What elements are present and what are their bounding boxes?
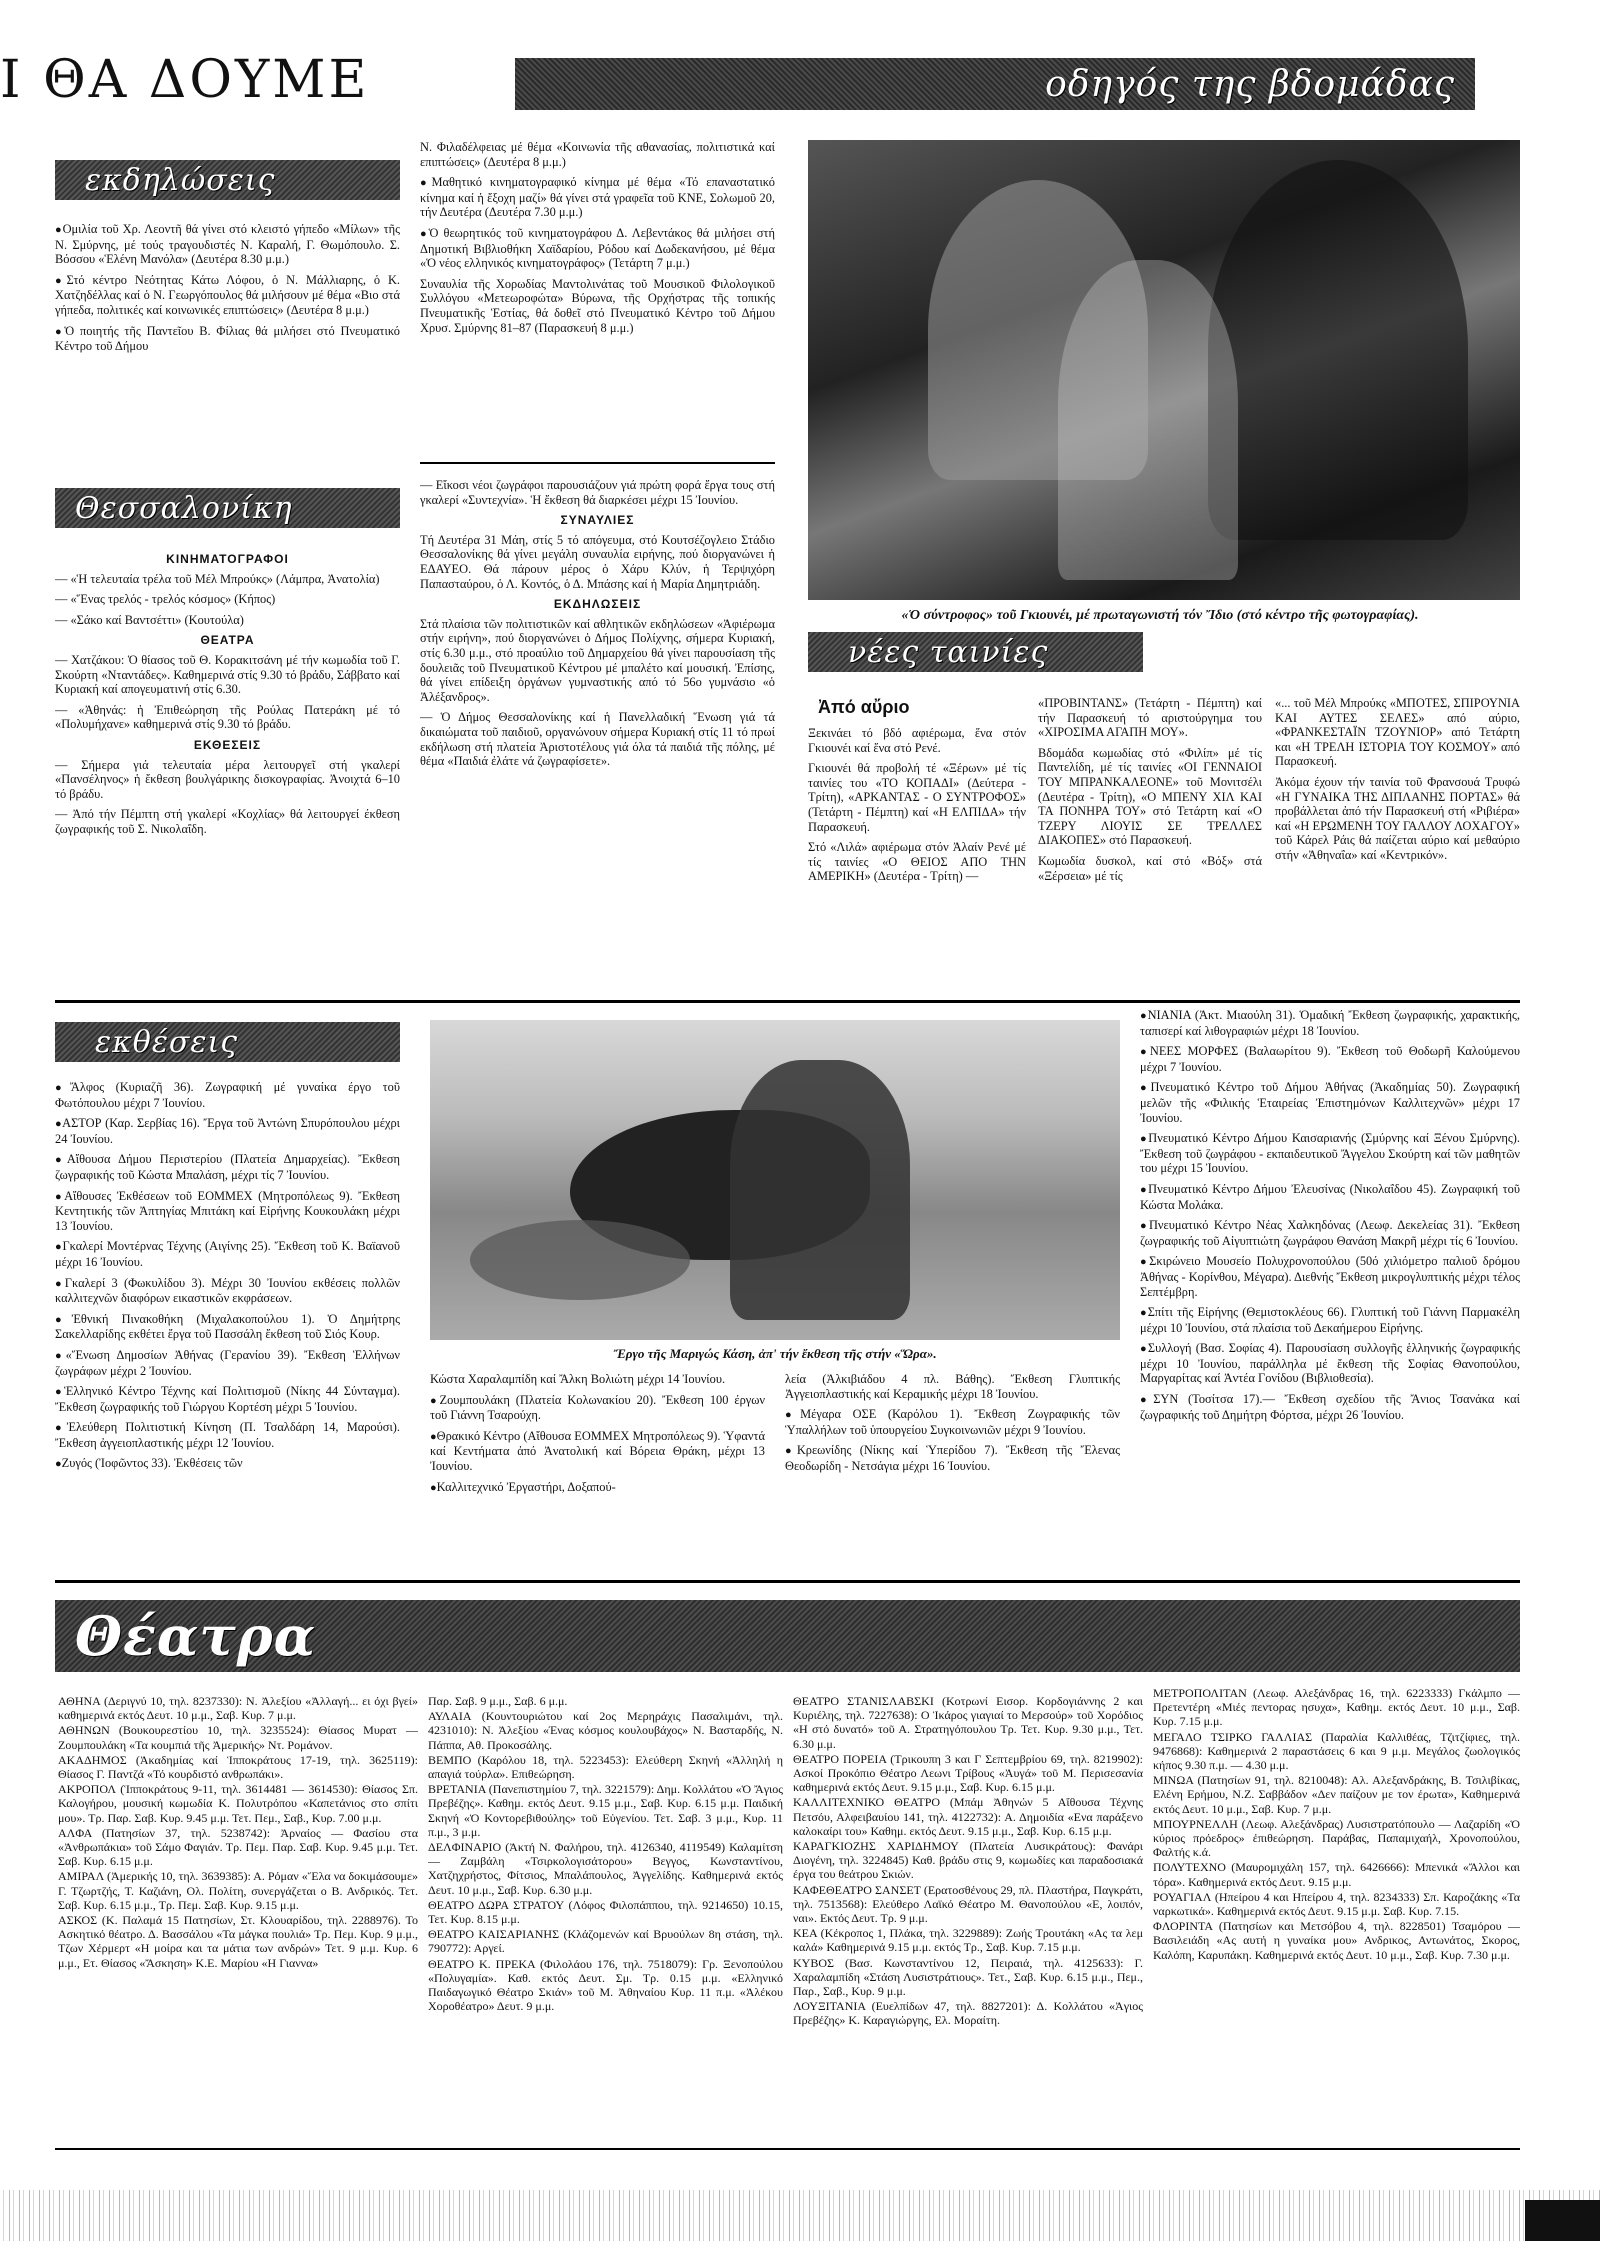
exhibition-item: ● Ζυγός (Ἰοφῶντος 33). Ἐκθέσεις τῶν (55, 1456, 400, 1472)
theatre-listing: ΜΙΝΩΑ (Πατησίων 91, τηλ. 8210048): Αλ. Αλεξανδράκης, Β. Τσιλιβίκας, Ελένη Ερήμου, Ν.Ζ. Σαββάδον «Δεν παίζουν με τον έρωτα», Καθημερινά εκτός Δευτ. 10 μ.μ., Σαβ. Κυρ. 7 μ.μ. (1153, 1773, 1520, 1816)
photo-caption: «Ὁ σύντροφος» τοῦ Γκιουνέι, μέ πρωταγωνιστή τόν Ἴδιο (στό κέντρο τῆς φωτογραφίας). (901, 608, 1419, 623)
listing-item: — Ἀπό τήν Πέμπτη στή γκαλερί «Κοχλίας» θά λειτουργεί έκθεση ζωγραφικής τοῦ Σ. Νικολαΐδη. (55, 807, 400, 836)
ektheseis-col-2 (430, 1372, 765, 1572)
listing-item: — «Σάκο καί Βαντσέττι» (Κουτούλα) (55, 612, 244, 627)
film-item: Βδομάδα κωμωδίας στό «Φιλίπ» μέ τίς Παντελίδη, μέ τίς ταινίες «ΟΙ ΓΕΝΝΑΙΟΙ ΤΟΥ ΜΠΡΑΝΚΑΛΕΟΝΕ» τοῦ Μονιτσέλι (Δευτέρα - Τρίτη), «Ο ΜΠΕΝΥ ΧΙΛ ΚΑΙ ΤΑ ΠΟΝΗΡΑ ΤΟΥ» στό Τετάρτη καί «Ο ΤΖΕΡΥ ΛΙΟΥΙΣ ΣΕ ΤΡΕΛΛΕΣ ΔΙΑΚΟΠΕΣ» στό Παρασκευή. (1038, 745, 1262, 848)
section-ektheseis (55, 1022, 400, 1062)
section-ektheseis-label: εκθέσεις (95, 1024, 239, 1060)
exhibition-item: ● Ἐθνική Πινακοθήκη (Μιχαλακοπούλου 1). Ὁ Δημήτρης Σακελλαρίδης εκθέτει ἔργα τοῦ Πασσάλη ἔκθεση τοῦ Σιός Κουρ. (55, 1312, 400, 1342)
theatra-col-2 (428, 1694, 783, 2118)
theatre-listing: ΜΕΤΡΟΠΟΛΙΤΑΝ (Λεωφ. Αλεξάνδρας 16, τηλ. 6223333) Γκάλμπο — Πρετεντέρη «Μιές πεντορας ησυχα», Καθημ. εκτός Δευτ. 10 μ.μ., Σαβ. Κυρ. 7.15 μ.μ. (1153, 1686, 1520, 1729)
theatre-listing: ΚΑΡΑΓΚΙΟΖΗΣ ΧΑΡΙΔΗΜΟΥ (Πλατεία Λυσικράτους): Φανάρι Διογένη, τηλ. 3224845) Καθ. βράδυ στις 9, κωμωδίες και παραδοσιακά έργα του θεάτρου Σκιών. (793, 1839, 1143, 1882)
nees-col-1 (808, 696, 1026, 992)
thessaloniki-col-2 (420, 478, 775, 992)
photo-figure (1208, 160, 1468, 540)
ektheseis-col-4 (1140, 1008, 1520, 1572)
theatre-listing: ΑΚΑΔΗΜΟΣ (Ἀκαδημίας καί Ἱπποκράτους 17-19, τηλ. 3625119): Θίασος Γ. Παντζά «Τό κουρδιστό ανθρωπάκι». (58, 1752, 418, 1782)
theatre-listing: ΑΥΛΑΙΑ (Κουντουριώτου καί 2ος Μερηράχις Πασαλιμάνι, τηλ. 4231010): Ν. Ἀλεξίου «Ένας κόσμος κουλουβάχος» Ν. Βασταρδής, Ν. Πάππα, Αθ. Προκοσάλης. (428, 1709, 783, 1752)
ektheseis-col-1 (55, 1080, 400, 1570)
exhibition-item: ● ΝΙΑΝΙΑ (Ἀκτ. Μιαούλη 31). Ὁμαδική Ἔκθεση ζωγραφικής, χαρακτικής, ταπισερί καί λιθογραφιών μέχρι 18 Ἰουνίου. (1140, 1008, 1520, 1038)
page-bottom-rule (55, 2148, 1520, 2150)
section-thessaloniki (55, 488, 400, 528)
theatre-listing: ΑΘΗΝΑ (Δεριγνύ 10, τηλ. 8237330): Ν. Ἀλεξίου «Ἀλλαγή... ει όχι βγεί» καθημερινά εκτός Δευτ. 10 μ.μ., Σαβ. Κυρ. 7 μ.μ. (58, 1694, 418, 1723)
listing-item: — Εἴκοσι νέοι ζωγράφοι παρουσιάζουν γιά πρώτη φορά ἔργα τους στή γκαλερί «Συντεχνία». Ἡ ἔκθεση θά διαρκέσει μέχρι 15 Ἰουνίου. (420, 478, 775, 507)
exhibition-item: ● Μέγαρα ΟΣΕ (Καρόλου 1). Ἔκθεση Ζωγραφικής τῶν Ὑπαλλήλων τοῦ ὑπουργείου Συγκοινωνιῶν μέχρι 9 Ἰουνίου. (785, 1407, 1120, 1437)
theatre-listing: ΡΟΥΑΓΙΑΛ (Ηπείρου 4 και Ηπείρου 4, τηλ. 8234333) Σπ. Καροζάκης «Τα ναρκωτικά». Καθημερινά εκτός Δευτ. 9.15 μ.μ. Σαβ. Κυρ. 7.15. (1153, 1889, 1520, 1919)
exhibition-item: ● Πνευματικό Κέντρο Δήμου Καισαριανής (Σμύρνης καί Ξένου Σμύρνης). Ἔκθεση τοῦ ζωγράφου - εκπαιδευτικοῦ Ἄγγελου Σκούρτη καί τῶν μαθητῶν του μέχρι 15 Ἰουνίου. (1140, 1131, 1520, 1176)
section-theatra (55, 1600, 1520, 1672)
exhibition-item: ● ΣΥΝ (Τοσίτσα 17).— Ἔκθεση σχεδίου τῆς Ἄνιος Τσανάκα καί ζωγραφικής τοῦ Δημήτρη Φόρτσα, μέχρι 26 Ἰουνίου. (1140, 1392, 1520, 1422)
theatre-listing: ΑΣΚΟΣ (Κ. Παλαμά 15 Πατησίων, Στ. Κλουαρίδου, τηλ. 2288976). Το Ασκητικό θέατρο. Δ. Βασσάλου «Τα μάγκα πουλιά» Τρ. Πεμ. Κυρ. 9 μ.μ., Τζων Χέρμερτ «Η μοίρα και τα μάτια των ανδρών» Τετ. 9 μ.μ. Κυρ. 6 μ.μ., Ετ. Θίασος «Ἄσκηση» Κ.Ε. Μαρίου «Η Γιαννα» (58, 1913, 418, 1970)
listing-item: — «Ἕνας τρελός - τρελός κόσμος» (Κήπος) (55, 592, 276, 607)
photo-artwork (430, 1020, 1120, 1340)
theatre-listing: ΑΜΙΡΑΛ (Ἀμερικής 10, τηλ. 3639385): Α. Ρόμαν «Ἕλα να δοκιμάσουμε» Γ. Τζωρτζής, Τ. Καζιάνη, Ολ. Πολίτη, συνεργάζεται ο Β. Ανδρικός. Τετ. Σαβ. Κυρ. 6.15 μ.μ., Τρ. Πεμ. Σαβ. Κυρ. 9.15 μ.μ. (58, 1869, 418, 1912)
exhibition-item: ● Συλλογή (Βασ. Σοφίας 4). Παρουσίαση συλλογῆς ἑλληνικής ζωγραφικής μέχρι 10 Ἰουνίου, παράλληλα μέ ἔκθεση τῆς Σοφίας Θανοπούλου, Μαργαρίτας καί Ἀντέα Γονίδου (Βιβλιοθεσία). (1140, 1341, 1520, 1386)
photo-film-still (808, 140, 1520, 600)
theatre-listing: ΑΚΡΟΠΟΛ (Ἱπποκράτους 9-11, τηλ. 3614481 — 3614530): Θίασος Σπ. Καλογήρου, μουσική κωμωδία Κ. Πολυτρόπου «Καπετάνιος στο σπίτι μου». Τρ. Παρ. Σαβ. Κυρ. 9.45 μ.μ. Τετ. Πεμ., Σαβ., Κυρ. 7.00 μ.μ. (58, 1782, 418, 1825)
film-item: Ξεκινάει τό βδό αφιέρωμα, ἕνα στόν Γκιουνέι καί ἕνα στό Ρενέ. (808, 726, 1026, 755)
theatre-listing: ΔΕΛΦΙΝΑΡΙΟ (Ἀκτή Ν. Φαλήρου, τηλ. 4126340, 4119549) Καλαμίτση — Ζαμβάλη «Τσιρκολογισάτορου» Βεγγος, Κωνσταντίνου, Χατζηχρήστος, Φίτσιος, Μπαλάπουλος, Ἀγγελίδης. Καθημερινά εκτός Δευτ. 10 μ.μ., Σαβ. Κυρ. 6.30 μ.μ. (428, 1840, 783, 1897)
ekdilosi-item: ● Μαθητικό κινηματογραφικό κίνημα μέ θέμα «Τό επαναστατικό κίνημα καί ἡ ἔξοχη μαζί» θά γίνει στά γραφεῖα τοῦ ΚΝΕ, Σολωμοῦ 20, τήν Δευτέρα (Δευτέρα 7.30 μ.μ.) (420, 175, 775, 220)
theatre-listing: ΒΡΕΤΑΝΙΑ (Πανεπιστημίου 7, τηλ. 3221579): Δημ. Κολλάτου «Ὁ Ἄγιος Πρεβέζης». Καθημ. εκτός Δευτ. 9.15 μ.μ., Σαβ. Κυρ. 6.15 μ.μ. Παιδική Σκηνή «Ὁ Κοντορεβιθούλης» τοῦ Εὐγενίου. Τετ. Σαβ. 3 μ.μ., Κυρ. 11 π.μ., 3 μ.μ. (428, 1782, 783, 1839)
section-theatra-label: Θέατρα (75, 1604, 317, 1668)
theatre-listing: ΜΠΟΥΡΝΕΛΛΗ (Λεωφ. Αλεξάνδρας) Λυσιστρατόπουλο — Λαζαρίδη «Ὁ κύριος πρόεδρος» ἐπιθεώρηση. Παράβας, Παπαμιχαήλ, Χρονοπούλου, Φαλτής κ.ά. (1153, 1816, 1520, 1860)
theatre-listing: ΒΕΜΠΟ (Καρόλου 18, τηλ. 5223453): Ελεύθερη Σκηνή «Ἀλληλή η απαγιά τούρλα». Επιθεώρηση. (428, 1752, 783, 1782)
exhibition-item: ● Αἴθουσα Δήμου Περιστερίου (Πλατεία Δημαρχείας). Ἔκθεση ζωγραφικής τοῦ Κώστα Μπαλάση, μέχρι τίς 7 Ἰουνίου. (55, 1152, 400, 1182)
subheading-synavlies: ΣΥΝΑΥΛΙΕΣ (560, 513, 635, 528)
theatre-listing: ΘΕΑΤΡΟ ΣΤΑΝΙΣΛΑΒΣΚΙ (Κοτρωνί Εισορ. Κορδογιάννης 2 και Κυριέλης, τηλ. 7227638): Ο Ἰκάρος γιαγιαί το Μερσούρ» τοῦ Χορόδιος «Η στό δυνατό» τοῦ Α. Στρατηγόπουλου Τρ. Τετ. Κυρ. 9.30 μ.μ., Τετ. 6.30 μ.μ. (793, 1694, 1143, 1751)
exhibition-item: ● Πνευματικό Κέντρο τοῦ Δήμου Ἀθήνας (Ἀκαδημίας 50). Ζωγραφική μελῶν τῆς «Φιλικής Ἑταιρείας Ἐπιστημόνων Καλλιτεχνῶν» μέχρι 17 Ἰουνίου. (1140, 1080, 1520, 1125)
theatre-listing: ΑΛΦΑ (Πατησίων 37, τηλ. 5238742): Ἀρναίος — Φασίου στα «Ἀνθρωπάκια» τοῦ Σάμο Φαγιάν. Τρ. Πεμ. Παρ. Σαβ. Κυρ. 9.45 μ.μ. Τετ. Σαβ. Κυρ. 6.15 μ.μ. (58, 1825, 418, 1869)
nees-col-3 (1275, 696, 1520, 992)
subheading-theatra: ΘΕΑΤΡΑ (200, 633, 255, 648)
nees-heading: Ἀπό αὔριο (818, 697, 910, 717)
theatre-listing: ΘΕΑΤΡΟ ΔΩΡΑ ΣΤΡΑΤΟΥ (Λόφος Φιλοπάππου, τηλ. 9214650) 10.15, Τετ. Κυρ. 8.15 μ.μ. (428, 1897, 783, 1927)
theatre-listing: Παρ. Σαβ. 9 μ.μ., Σαβ. 6 μ.μ. (428, 1694, 568, 1708)
ektheseis-col-3 (785, 1372, 1120, 1572)
exhibition-item: ● Πνευματικό Κέντρο Νέας Χαλκηδόνας (Λεωφ. Δεκελείας 31). Ἔκθεση ζωγραφικής τοῦ Αἰγυπτιώτη ζωγράφου Θανάση Μακρῆ μέχρι τίς 6 Ἰουνίου. (1140, 1218, 1520, 1248)
section-nees-tainies (808, 632, 1143, 672)
exhibition-item: ● Ἑλληνικό Κέντρο Τέχνης καί Πολιτισμοῦ (Νίκης 44 Σύνταγμα). Ἔκθεση ζωγραφικής τοῦ Γιώργου Κορτέση μέχρι 5 Ἰουνίου. (55, 1384, 400, 1414)
theatre-listing: ΑΘΗΝΩΝ (Βουκουρεστίου 10, τηλ. 3235524): Θίασος Μυρατ — Ζουμπουλάκη «Τα κουμπιά τῆς Ἀμερικής» Ντ. Ρομάνον. (58, 1723, 418, 1752)
exhibition-item: ● Κρεωνίδης (Νίκης καί Ὑπερίδου 7). Ἔκθεση τῆς Ἔλενας Θεοδωρίδη - Νετσάγια μέχρι 16 Ἰουνίου. (785, 1443, 1120, 1473)
exhibition-item: ● Ἄλφος (Κυριαζῆ 36). Ζωγραφική μέ γυναίκα έργο τοῦ Φωτόπουλου μέχρι 7 Ἰουνίου. (55, 1080, 400, 1110)
section-ekdiloseis (55, 160, 400, 200)
listing-item: — Σήμερα γιά τελευταία μέρα λειτουργεῖ στή γκαλερί «Πανσέληνος» ἡ ἔκθεση βουλγάρικης δισκογραφίας. Ἀνοιχτά 6–10 τό βράδυ. (55, 757, 400, 801)
listing-item: Στά πλαίσια τῶν πολιτιστικῶν καί αθλητικῶν εκδηλώσεων «Ἀφιέρωμα στήν ειρήνη», πού διοργανώνει ὁ Δήμος Πολίχνης, σήμερα Κυριακή, στίς 6.30 μ.μ., στό προαύλιο τοῦ Δημαρχείου θά γίνει παρουσίαση τῆς δουλειᾶς τοῦ Πνευματικοῦ Κέντρου μέ μπαλέτο καί μουσική. Ἐπίσης, θά γίνει επίδειξη ὀργάνων γυμναστικής από τό 56ο γυμνάσιο «ὁ Ἀλέξανδρος». (420, 616, 775, 704)
exhibition-item: Κώστα Χαραλαμπίδη καί Ἄλκη Βολιώτη μέχρι 14 Ἰουνίου. (430, 1372, 726, 1386)
film-item: Κωμωδία δυσκολ, καί στό «Βόξ» στά «Ξέρσεια» μέ τίς (1038, 853, 1262, 883)
film-item: «... τοῦ Μέλ Μπρούκς «ΜΠΟΤΕΣ, ΣΠΙΡΟΥΝΙΑ ΚΑΙ ΑΥΤΕΣ ΣΕΛΕΣ» από αύριο, «ΦΡΑΝΚΕΣΤΑΪΝ ΤΖΟΥΝΙΟΡ» από Τετάρτη και «Η ΤΡΕΛΗ ΙΣΤΟΡΙΑ ΤΟΥ ΚΟΣΜΟΥ» από Παρασκευή. (1275, 696, 1520, 769)
artwork-shape (470, 1220, 690, 1300)
listing-item: Τή Δευτέρα 31 Μάη, στίς 5 τό απόγευμα, στό Κουτσέζογλειο Στάδιο Θεσσαλονίκης θά γίνει μεγάλη συναυλία ειρήνης, πού διοργανώνει ἡ ΕΔΑΥΕΟ. Θά πάρουν μέρος ὁ Χάρυ Κλύν, ἡ Τερψιχόρη Παπασταύρου, ὁ Λ. Κοντός, ὁ Δ. Μπάσης καί ἡ Μαρία Δημητριάδη. (420, 532, 775, 591)
theatre-listing: ΚΥΒΟΣ (Βασ. Κωνσταντίνου 12, Πειραιά, τηλ. 4125633): Γ. Χαραλαμπίδη «Στάση Λυσιστράτιους». Τετ., Σαβ. Κυρ. 6.15 μ.μ., Πεμ., Παρ., Σαβ., Κυρ. 9 μ.μ. (793, 1955, 1143, 1999)
divider (420, 462, 775, 464)
exhibition-item: λεία (Ἀλκιβιάδου 4 πλ. Βάθης). Ἔκθεση Γλυπτικής Ἀγγειοπλαστικής καί Κεραμικής μέχρι 18 Ἰουνίου. (785, 1372, 1120, 1401)
film-item: «ΠΡΟΒΙΝΤΑΝΣ» (Τετάρτη - Πέμπτη) καί τήν Παρασκευή τό αριστούργημα του «ΧΙΡΟΣΙΜΑ ΑΓΑΠΗ ΜΟΥ». (1038, 696, 1262, 740)
scan-edge-block (1525, 2200, 1600, 2241)
theatra-col-4 (1153, 1686, 1520, 2118)
theatre-listing: ΜΕΓΑΛΟ ΤΣΙΡΚΟ ΓΑΛΛΙΑΣ (Παραλία Καλλιθέας, Τζιτζίφιες, τηλ. 9476868): Καθημερινά 2 παραστάσεις 6 και 9 μ.μ. Μεγάλος ζωολογικός κήπος 9.30 π.μ. — 4.30 μ.μ. (1153, 1729, 1520, 1773)
theatre-listing: ΠΟΛΥΤΕΧΝΟ (Μαυρομιχάλη 157, τηλ. 6426666): Μπενικά «Ἄλλοι και τόρα». Καθημερινά εκτός Δευτ. 9.15 μ.μ. (1153, 1860, 1520, 1889)
exhibition-item: ● Γκαλερί Μοντέρνας Τέχνης (Αιγίνης 25). Ἔκθεση τοῦ Κ. Βαϊανοῦ μέχρι 16 Ἰουνίου. (55, 1239, 400, 1269)
exhibition-item: ● Σπίτι τῆς Εἰρήνης (Θεμιστοκλέους 66). Γλυπτική τοῦ Γιάννη Παρμακέλη μέχρι 10 Ἰουνίου, στά πλαίσια τοῦ Δεκαήμερου Εἰρήνης. (1140, 1305, 1520, 1335)
theatre-listing: ΘΕΑΤΡΟ ΚΑΙΣΑΡΙΑΝΗΣ (Κλάζομενών καί Βρυούλων 8η στάση, τηλ. 790772): Αργεί. (428, 1927, 783, 1956)
theatre-listing: ΘΕΑΤΡΟ ΠΟΡΕΙΑ (Τρικουπη 3 και Γ Σεπτεμβρίου 69, τηλ. 8219902): Ασκοί Προκόπιο Θέατρο Λεωνι Τρίβους «Ἀυγά» τοῦ Μ. Περισεσανία καθημερινά εκτός Δευτ. 9.15 μ.μ., Σαβ. Κυρ. 6.15 μ.μ. (793, 1751, 1143, 1795)
ekdilosi-item: ● Ὁ θεωρητικός τοῦ κινηματογράφου Δ. Λεβεντάκος θά μιλήσει στή Δημοτική Βιβλιοθήκη Χαϊδαρίου, Ρόδου καί Δωδεκανήσου, μέ θέμα «Ὁ νέος ελληνικός κινηματογράφος» (Τετάρτη 7 μ.μ.) (420, 226, 775, 271)
theatre-listing: ΘΕΑΤΡΟ Κ. ΠΡΕΚΑ (Φιλολάου 176, τηλ. 7518079): Γρ. Ξενοπούλου «Πολυγαμία». Καθ. εκτός Δευτ. Σμ. Τρ. 0.15 μ.μ. «Ελληνικό Παιδαγωγικό Θέατρο Σκιάν» τοῦ Μ. Ἀθηναίου Κυρ. 11 π.μ. «Ἀλέκου Χοροθέατρο» Δευτ. 9 μ.μ. (428, 1956, 783, 2014)
section-divider (55, 1000, 1520, 1003)
ekdilosi-item: ● Ὁ ποιητής τῆς Παντεῖου Β. Φίλιας θά μιλήσει στό Πνευματικό Κέντρο τοῦ Δήμου (55, 324, 400, 354)
ekdilosi-item: ● Ομιλία τοῦ Χρ. Λεοντῆ θά γίνει στό κλειστό γήπεδο «Μίλων» τῆς Ν. Σμύρνης, μέ τούς τραγουδιστές Ν. Καραλή, Γ. Θωμόπουλο. Σ. Βόσσου «Ἑλένη Μανόλα» (Δευτέρα 8.30 μ.μ.) (55, 222, 400, 267)
exhibition-item: ● ΑΣΤΟΡ (Καρ. Σερβίας 16). Ἔργα τοῦ Ἀντώνη Σπυρόπουλου μέχρι 24 Ἰουνίου. (55, 1116, 400, 1146)
exhibition-item: ● Θρακικό Κέντρο (Αἴθουσα ΕΟΜΜΕΧ Μητροπόλεως 9). Ὑφαντά καί Κεντήματα ἀπό Ἀνατολική καί Βόρεια Θράκη, μέχρι 13 Ἰουνίου. (430, 1429, 765, 1474)
ekdilosi-item: ● Στό κέντρο Νεότητας Κάτω Λόφου, ὁ Ν. Μάλλιαρης, ὁ Κ. Χατζηδέλλας καί ὁ Ν. Γεωργόπουλος θά μιλήσουν μέ θέμα «Βιο στά γήπεδα, πολιτικές καί κοινωνικές επιπτώσεις» (Δευτέρα 8 μ.μ.) (55, 273, 400, 318)
thessaloniki-col-1 (55, 546, 400, 992)
guide-banner (515, 58, 1475, 110)
section-thessaloniki-label: Θεσσαλονίκη (75, 490, 293, 526)
listing-item: — Ὁ Δήμος Θεσσαλονίκης καί ἡ Πανελλαδική Ἕνωση γιά τά δικαιώματα τοῦ παιδιοῦ, οργανώνουν σήμερα Κυριακή στίς 11 τό πρωί εκδήλωση στή πλατεία Ἀριστοτέλους γιά όλα τά παιδιά τῆς πόλης, μέ θέμα «Παιδιά ἐλάτε νά ζωγραφίσετε». (420, 710, 775, 769)
theatre-listing: ΚΑΦΕΘΕΑΤΡΟ ΣΑΝΣΕΤ (Ερατοσθένους 29, πλ. Πλαστήρα, Παγκράτι, τηλ. 7513568): Ελεύθερο Λαϊκό Θέατρο Μ. Θανοπούλου «Ε, λοιπόν, ναι». Εκτός Δευτ. Τρ. 9 μ.μ. (793, 1882, 1143, 1926)
theatre-listing: ΦΛΟΡΙΝΤΑ (Πατησίων και Μετσόβου 4, τηλ. 8228501) Τσαμόρου — Βασιλειάδη «Ας αυτή η γυναίκα μου» Ανδρικος, Αντωνάτος, Σκορος, Καλόπη, Καρυπάκη. Καθημερινά εκτός Δευτ. 10 μ.μ., Σαβ. Κυρ. 7.30 μ.μ. (1153, 1919, 1520, 1962)
ekdiloseis-col-2 (420, 140, 775, 460)
nees-col-2 (1038, 696, 1262, 992)
section-nees-tainies-label: νέες ταινίες (848, 634, 1049, 670)
exhibition-item: ● Αἴθουσες Ἐκθέσεων τοῦ ΕΟΜΜΕΧ (Μητροπόλεως 9). Ἔκθεση Κεντητικής τῶν Ἀπτηγίας Μπιτάκη καί Εἰρήνης Κουκουλάκη μέχρι 13 Ἰουνίου. (55, 1189, 400, 1234)
theatre-listing: ΚΕΑ (Κέκροπος 1, Πλάκα, τηλ. 3229889): Ζωής Τρουτάκη «Ας τα λεμ καλά» Καθημερινά 9.15 μ.μ. εκτός Τρ., Σαβ. Κυρ. 7.15 μ.μ. (793, 1926, 1143, 1955)
listing-item: — «Ἡ τελευταία τρέλα τοῦ Μέλ Μπρούκς» (Λάμπρα, Ἀνατολία) (55, 571, 380, 586)
subheading-ektheseis: ΕΚΘΕΣΕΙΣ (193, 737, 262, 752)
ekdiloseis-col-1 (55, 222, 400, 452)
listing-item: — Χατζάκου: Ὁ θίασος τοῦ Θ. Κορακιτσάνη μέ τήν κωμωδία τοῦ Γ. Σκούρτη «Νταντάδες». Καθημερινά στίς 9.30 τό βράδυ, Σάββατο καί Κυριακή καί απογευματινή στίς 6.30. (55, 652, 400, 697)
ekdilosi-item: Ν. Φιλαδέλφειας μέ θέμα «Κοινωνία τῆς αθανασίας, πολιτιστικά καί επιπτώσεις» (Δευτέρα 8 μ.μ.) (420, 140, 775, 169)
subheading-kino: ΚΙΝΗΜΑΤΟΓΡΑΦΟΙ (166, 552, 289, 566)
theatre-listing: ΚΑΛΛΙΤΕΧΝΙΚΟ ΘΕΑΤΡΟ (Μπάμ Ἀθηνών 5 Αἴθουσα Τέχνης Πετσόυ, Αλφειβαυίου 141, τηλ. 4122732): Α. Δημοιδία «Ενα παράξενο καλοκαίρι του» Καθημ. εκτός Δευτ. 9.15 μ.μ., Σαβ. Κυρ. 6.15 μ.μ. (793, 1795, 1143, 1838)
film-item: Ἀκόμα έχουν τήν ταινία τοῦ Φρανσουά Τρυφώ «Η ΓΥΝΑΙΚΑ ΤΗΣ ΔΙΠΛΑΝΗΣ ΠΟΡΤΑΣ» θά προβάλλεται ἀπό τήν Παρασκευή στή «Ριβιέρα» καί «Η ΕΡΩΜΕΝΗ ΤΟΥ ΓΑΛΛΟΥ ΛΟΧΑΓΟΥ» τοῦ Κάρελ Ράις θά παίζεται αύριο καί μεθαύριο στήν «Ἀθηναΐα» καί «Κεντρικόν». (1275, 774, 1520, 862)
film-item: Στό «Λιλά» αφιέρωμα στόν Ἀλαίν Ρενέ μέ τίς ταινίες «Ο ΘΕΙΟΣ ΑΠΟ ΤΗΝ ΑΜΕΡΙΚΗ» (Δευτέρα - Τρίτη) — (808, 840, 1026, 884)
guide-banner-label: οδηγός της βδομάδας (1045, 63, 1455, 105)
theatre-listing: ΛΟΥΞΙΤΑΝΙΑ (Ευελπίδων 47, τηλ. 8827201): Δ. Κολλάτου «Ἀγιος Πρεβέζης» Κ. Καραγιώργης, Ελ. Μοραίτη. (793, 1999, 1143, 2028)
ekdilosi-item: Συναυλία τῆς Χορωδίας Μαντολινάτας τοῦ Μουσικοῦ Φιλολογικοῦ Συλλόγου «Μετεωροφώτα» Βύρωνα, τῆς Ορχήστρας τῆς τοπικής Πνευματικῆς Ἑστίας, θά δοθεῖ στό Πνευματικό Κέντρο τοῦ Δήμου Χρυσ. Σμύρνης 81–87 (Παρασκευή 8 μ.μ.) (420, 276, 775, 335)
section-ekdiloseis-label: εκδηλώσεις (85, 162, 276, 198)
exhibition-item: ● Γκαλερί 3 (Φωκυλίδου 3). Μέχρι 30 Ἰουνίου εκθέσεις πολλῶν καλλιτεχνῶν διαφόρων εικαστικῶν εκφράσεων. (55, 1276, 400, 1306)
scan-noise-strip (0, 2190, 1600, 2241)
exhibition-item: ● Πνευματικό Κέντρο Δήμου Ἐλευσίνας (Νικολαΐδου 45). Ζωγραφική τοῦ Κώστα Μολάκα. (1140, 1182, 1520, 1212)
photo-caption: Ἔργο τῆς Μαριγώς Κάση, ἀπ' τήν ἔκθεση τῆς στήν «Ὥρα». (613, 1346, 937, 1361)
exhibition-item: ● Ἐλεύθερη Πολιτιστική Κίνηση (Π. Τσαλδάρη 14, Μαρούσι). Ἔκθεση ἀγγειοπλαστικής μέχρι 12 Ἰουνίου. (55, 1420, 400, 1450)
exhibition-item: ● ΝΕΕΣ ΜΟΡΦΕΣ (Βαλαωρίτου 9). Ἔκθεση τοῦ Θοδωρῆ Καλούμενου μέχρι 7 Ἰουνίου. (1140, 1044, 1520, 1074)
photo-figure (1058, 260, 1238, 580)
exhibition-item: ● Καλλιτεχνικό Ἐργαστήρι, Δοξαπού- (430, 1480, 765, 1496)
theatra-col-3 (793, 1694, 1143, 2118)
subheading-ekdiloseis: ΕΚΔΗΛΩΣΕΙΣ (553, 597, 642, 612)
exhibition-item: ● Σκιρώνειο Μουσείο Πολυχρονοπούλου (50ό χιλιόμετρο παλιοῦ δρόμου Ἀθήνας - Κορίνθου, Μέγαρα). Διεθνής Ἔκθεση μικρογλυπτικής μέχρι τέλος Σεπτέμβρη. (1140, 1254, 1520, 1299)
film-item: Γκιουνέι θά προβολή τέ «Ξέρων» μέ τίς ταινίες του «ΤΟ ΚΟΠΑΔΙ» (Δεύτερα - Τρίτη), «ΑΡΚΑΝΤΑΣ - Ο ΣΥΝΤΡΟΦΟΣ» (Τετάρτη - Πέμπτη) καί «Η ΕΛΠΙΔΑ» τήν Παρασκευή. (808, 761, 1026, 834)
exhibition-item: ● «Ἕνωση Δημοσίων Ἀθήνας (Γερανίου 39). Ἔκθεση Ἑλλήνων ζωγράφων μέχρι 2 Ἰουνίου. (55, 1348, 400, 1378)
exhibition-item: ● Ζουμπουλάκη (Πλατεία Κολωνακίου 20). Ἔκθεση 100 έργων τοῦ Γιάννη Τσαρούχη. (430, 1393, 765, 1423)
page-title: Ι ΘΑ ΔΟΥΜΕ (0, 50, 370, 110)
section-divider (55, 1580, 1520, 1583)
theatra-col-1 (58, 1694, 418, 2118)
listing-item: — «Ἀθηνάς: ἡ Ἐπιθεώρηση τῆς Ρούλας Πατεράκη μέ τό «Πολυμήχανε» καθημερινά στίς 9.30 τό βράδυ. (55, 702, 400, 732)
artwork-shape (730, 1060, 910, 1320)
